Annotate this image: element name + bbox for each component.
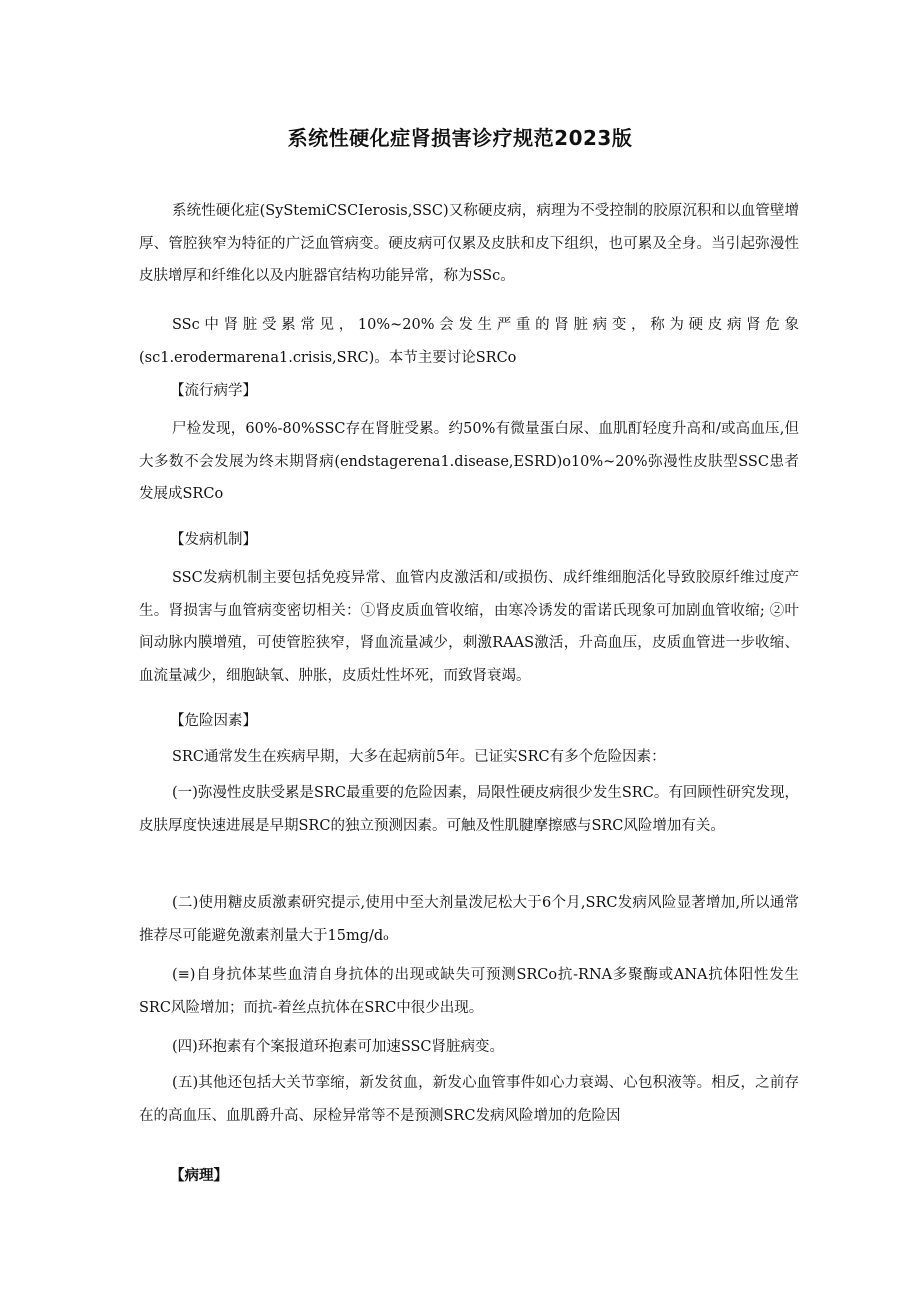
page-title: 系统性硬化症肾损害诊疗规范2023版 bbox=[287, 126, 633, 150]
paragraph-risk-2: (二)使用糖皮质激素研究提示,使用中至大剂量泼尼松大于6个月,SRC发病风险显著增加,所以通常推荐尽可能避免激素剂量大于15mg/dₒ bbox=[139, 895, 799, 944]
paragraph-intro: 系统性硬化症(SyStemiCSCIerosis,SSC)又称硬皮病，病理为不受控制的胶原沉积和以血管壁增厚、管腔狭窄为特征的广泛血管病变。硬皮病可仅累及皮肤和皮下组织，也可累及全身。当引起弥漫性皮肤增厚和纤维化以及内脏器官结构功能异常，称为SSc。 bbox=[139, 203, 799, 284]
section-heading-risk-factors: 【危险因素】 bbox=[170, 713, 257, 729]
paragraph-risk-3: (≡)自身抗体某些血清自身抗体的出现或缺失可预测SRCo抗-RNA多聚酶或ANA抗体阳性发生SRC风险增加；而抗-着丝点抗体在SRC中很少出现。 bbox=[139, 967, 799, 1016]
section-heading-epidemiology: 【流行病学】 bbox=[170, 383, 257, 399]
paragraph-risk-5: (五)其他还包括大关节挛缩，新发贫血，新发心血管事件如心力衰竭、心包积液等。相反，之前存在的高血压、血肌爵升高、尿检异常等不是预测SRC发病风险增加的危险因 bbox=[139, 1075, 799, 1124]
paragraph-epidemiology: 尸检发现，60%-80%SSC存在肾脏受累。约50%有微量蛋白尿、血肌酊轻度升高和/或高血压,但大多数不会发展为终末期肾病(endstagerena1.disease,ESRD)o10%~20%弥漫性皮肤型SSC患者发展成SRCo bbox=[139, 421, 799, 502]
paragraph-src-overview: SSc中肾脏受累常见，10%~20%会发生严重的肾脏病变，称为硬皮病肾危象(sc1.erodermarena1.crisis,SRC)。本节主要讨论SRCo bbox=[139, 317, 799, 366]
paragraph-risk-4: (四)环抱素有个案报道环抱素可加速SSC肾脏病变。 bbox=[172, 1039, 505, 1055]
section-heading-pathogenesis: 【发病机制】 bbox=[170, 532, 257, 548]
paragraph-risk-1: (一)弥漫性皮肤受累是SRC最重要的危险因素，局限性硬皮病很少发生SRC。有回顾性研究发现，皮肤厚度快速进展是早期SRC的独立预测因素。可触及性肌腱摩擦感与SRC风险增加有关。 bbox=[139, 785, 799, 834]
paragraph-risk-intro: SRC通常发生在疾病早期，大多在起病前5年。已证实SRC有多个危险因素： bbox=[172, 749, 666, 765]
section-heading-pathology: 【病理】 bbox=[170, 1167, 228, 1184]
paragraph-pathogenesis: SSC发病机制主要包括免疫异常、血管内皮激活和/或损伤、成纤维细胞活化导致胶原纤维过度产生。肾损害与血管病变密切相关：①肾皮质血管收缩，由寒冷诱发的雷诺氏现象可加剧血管收缩; ②叶间动脉内膜增殖，可使管腔狭窄，肾血流量减少，刺激RAAS激活，升高血压，皮质血管进一步收缩、血流量减少，细胞缺氧、肿胀，皮质灶性坏死，而致肾衰竭。 bbox=[139, 570, 799, 684]
